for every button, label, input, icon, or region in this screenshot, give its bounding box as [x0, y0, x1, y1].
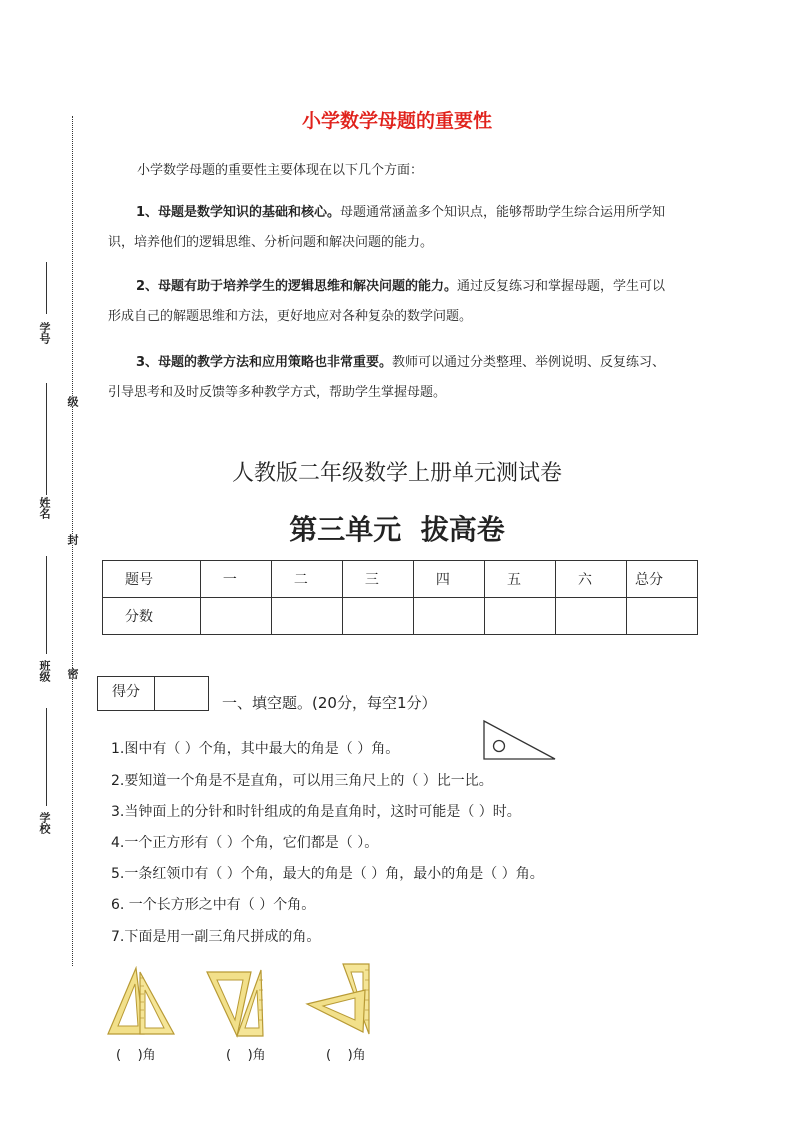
- header-cell-5: 五: [484, 561, 555, 598]
- question-7: 7.下面是用一副三角尺拼成的角。: [111, 929, 321, 945]
- point-2-line1: 通过反复练习和掌握母题，学生可以: [457, 279, 666, 294]
- caption-1: ( )角: [116, 1048, 156, 1063]
- score-cell-2[interactable]: [271, 598, 342, 635]
- question-2: 2.要知道一个角是不是直角，可以用三角尺上的（ ）比一比。: [111, 773, 493, 789]
- score-cell-total[interactable]: [626, 598, 697, 635]
- label-feng: 封: [66, 534, 79, 545]
- label-school: 学校: [38, 812, 51, 834]
- grade-underline: [46, 556, 47, 654]
- score-table-score-row: [103, 598, 698, 635]
- header-cell-2: 二: [271, 561, 342, 598]
- section-title: 一、填空题。(20分，每空1分）: [222, 694, 437, 712]
- triangle-ruler-icon: [481, 718, 559, 762]
- intro-text: 小学数学母题的重要性主要体现在以下几个方面：: [137, 163, 424, 178]
- caption-2: ( )角: [226, 1048, 266, 1063]
- point-2: [108, 272, 728, 332]
- header-cell-1: 一: [200, 561, 271, 598]
- exam-title: 人教版二年级数学上册单元测试卷: [231, 461, 562, 486]
- score-row-label: 分数: [103, 598, 201, 635]
- header-cell-number: 题号: [103, 561, 201, 598]
- label-name: 姓名: [38, 497, 51, 519]
- point-2-line2: 形成自己的解题思维和方法，更好地应对各种复杂的数学问题。: [108, 309, 473, 324]
- set-square-image-1: [104, 966, 176, 1038]
- student-id-underline: [46, 262, 47, 314]
- point-2-bold: 2、母题有助于培养学生的逻辑思维和解决问题的能力。: [136, 279, 458, 294]
- header-cell-6: 六: [555, 561, 626, 598]
- score-cell-3[interactable]: [342, 598, 413, 635]
- point-3: [108, 348, 728, 408]
- point-1-bold: 1、母题是数学知识的基础和核心。: [136, 205, 341, 220]
- point-1-line2: 识，培养他们的逻辑思维、分析问题和解决问题的能力。: [108, 235, 434, 250]
- caption-3: ( )角: [326, 1048, 366, 1063]
- set-square-image-2: [205, 966, 267, 1038]
- exam-subtitle: 第三单元 拔高卷: [289, 513, 505, 546]
- school-underline: [46, 708, 47, 806]
- question-3: 3.当钟面上的分针和时针组成的角是直角时，这时可能是（ ）时。: [111, 804, 521, 820]
- question-4: 4.一个正方形有（ ）个角，它们都是（ ）。: [111, 835, 379, 851]
- score-cell-6[interactable]: [555, 598, 626, 635]
- score-cell-5[interactable]: [484, 598, 555, 635]
- header-cell-total: 总分: [626, 561, 697, 598]
- question-5: 5.一条红领巾有（ ）个角，最大的角是（ ）角，最小的角是（ ）角。: [111, 866, 544, 882]
- point-1: [108, 198, 728, 258]
- label-student-id: 学号: [38, 322, 51, 344]
- label-grade: 班级: [38, 660, 51, 682]
- point-1-line1: 母题通常涵盖多个知识点，能够帮助学生综合运用所学知: [340, 205, 666, 220]
- point-3-line1: 教师可以通过分类整理、举例说明、反复练习、: [392, 355, 666, 370]
- page-title: 小学数学母题的重要性: [301, 110, 492, 132]
- question-6: 6. 一个长方形之中有（ ）个角。: [111, 897, 316, 913]
- point-3-bold: 3、母题的教学方法和应用策略也非常重要。: [136, 355, 393, 370]
- label-mi: 密: [66, 668, 79, 679]
- question-1: 1.图中有（ ）个角，其中最大的角是（ ）角。: [111, 741, 400, 757]
- score-cell-1[interactable]: [200, 598, 271, 635]
- score-cell-4[interactable]: [413, 598, 484, 635]
- score-table-header-row: [103, 561, 698, 598]
- header-cell-3: 三: [342, 561, 413, 598]
- score-table: [102, 560, 698, 635]
- section-score-label: 得分: [98, 677, 155, 710]
- point-3-line2: 引导思考和及时反馈等多种教学方式，帮助学生掌握母题。: [108, 385, 447, 400]
- header-cell-4: 四: [413, 561, 484, 598]
- set-square-image-3: [303, 962, 373, 1036]
- label-ji: 级: [66, 396, 79, 407]
- section-score-box: [97, 676, 209, 711]
